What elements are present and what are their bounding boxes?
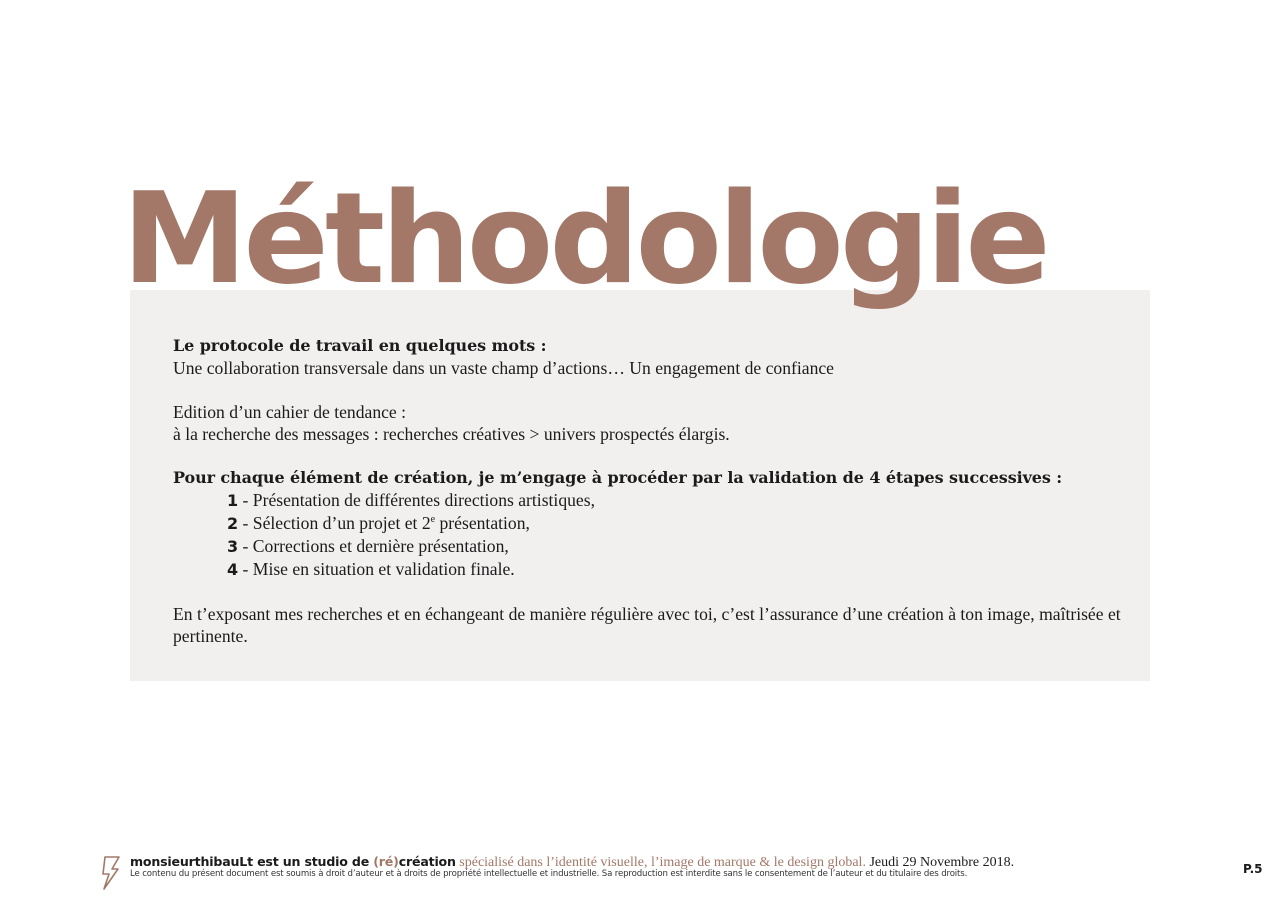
step-text-end: présentation, (435, 513, 530, 533)
text-closing: En t’exposant mes recherches et en échangeant de manière régulière avec toi, c’est l’assurance d’une création à ton image, maîtrisée et pertinente. (173, 604, 1121, 646)
content-body (173, 335, 1133, 647)
page-title: Méthodologie (122, 165, 1047, 312)
step-number: 4 (227, 560, 239, 579)
step-number: 1 (227, 491, 239, 510)
lightning-bolt-icon (101, 856, 121, 890)
footer-re: (ré) (373, 854, 399, 869)
step-number: 3 (227, 537, 239, 556)
footer-creation: création (398, 854, 456, 869)
step-item (173, 489, 1133, 512)
footer-date: Jeudi 29 Novembre 2018. (865, 855, 1015, 870)
footer-brand: monsieurthibauLt est un studio de (130, 854, 374, 869)
text-edition: Edition d’un cahier de tendance : (173, 402, 407, 422)
step-superscript: e (430, 514, 436, 526)
footer-legal: Le contenu du présent document est soumis à droit d’auteur et à droits de propriété intellectuelle et industrielle. Sa reproduction est interdite sans le consentement de l’auteur et du titulaire des droits. (130, 869, 968, 879)
footer-specialty: spécialisé dans l’identité visuelle, l’image de marque & le design global. (455, 855, 866, 870)
step-number: 2 (227, 514, 239, 533)
step-item (173, 558, 1133, 581)
step-item (173, 535, 1133, 558)
step-item (173, 512, 1133, 535)
text-research: à la recherche des messages : recherches créatives > univers prospectés élargis. (173, 424, 730, 444)
step-text: - Présentation de différentes directions artistiques, (238, 490, 595, 510)
heading-steps: Pour chaque élément de création, je m’engage à procéder par la validation de 4 étapes successives : (173, 468, 1063, 487)
step-text: - Sélection d’un projet et 2 (238, 513, 431, 533)
heading-protocol: Le protocole de travail en quelques mots : (173, 336, 547, 355)
page-number: P.5 (1243, 862, 1263, 876)
step-text: - Corrections et dernière présentation, (238, 536, 509, 556)
step-text: - Mise en situation et validation finale. (238, 559, 515, 579)
text-collaboration: Une collaboration transversale dans un vaste champ d’actions… Un engagement de confiance (173, 358, 834, 378)
